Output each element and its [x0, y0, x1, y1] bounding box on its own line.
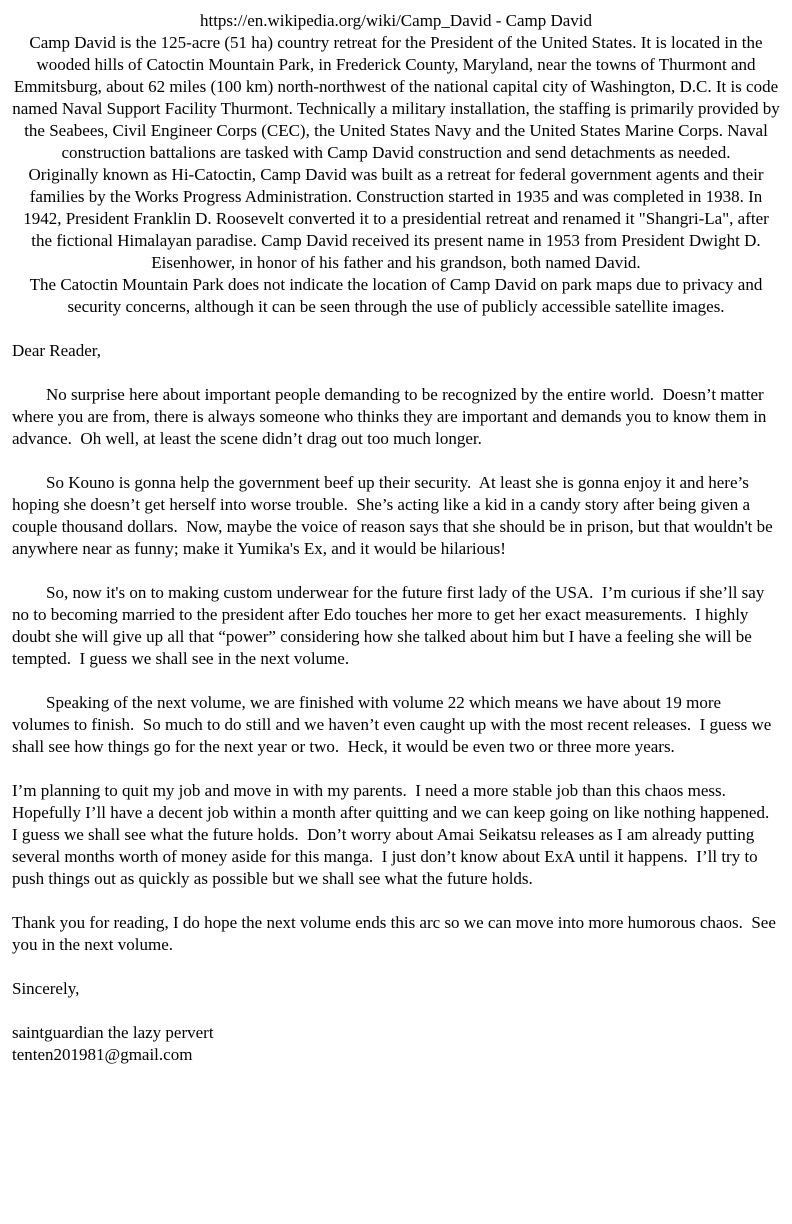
letter-paragraph-5: I’m planning to quit my job and move in with my parents. I need a more stable job than this chaos mess. Hopefully I’ll have a decent job within a month after quitting and we can keep going on like nothing happened. I guess we shall see what the future holds. Don’t worry about Amai Seikatsu releases as I am already putting several months worth of money aside for this manga. I just don’t know about ExA until it happens. I’ll try to push things out as quickly as possible but we shall see what the future holds. [12, 781, 778, 888]
letter-paragraph-2: So Kouno is gonna help the government beef up their security. At least she is gonna enjoy it and here’s hoping she doesn’t get herself into worse trouble. She’s acting like a kid in a candy story after being given a couple thousand dollars. Now, maybe the voice of reason says that she should be in prison, but that wouldn't be anywhere near as funny; make it Yumika's Ex, and it would be hilarious! [12, 473, 777, 558]
signature-name: saintguardian the lazy pervert [12, 1023, 214, 1042]
letter-paragraph-3: So, now it's on to making custom underwear for the future first lady of the USA. I’m curious if she’ll say no to becoming married to the president after Edo touches her more to get her exact measurements. I highly doubt she will give up all that “power” considering how she talked about him but I have a feeling she will be tempted. I guess we shall see in the next volume. [12, 583, 769, 668]
wikipedia-url-title-line: https://en.wikipedia.org/wiki/Camp_David - Camp David [199, 11, 593, 30]
letter-paragraph-4: Speaking of the next volume, we are finished with volume 22 which means we have about 19 more volumes to finish. So much to do still and we haven’t even caught up with the most recent releases. I guess we shall see how things go for the next year or two. Heck, it would be even two or three more years. [12, 693, 776, 756]
letter-greeting: Dear Reader, [12, 341, 101, 360]
wiki-paragraph-1: Camp David is the 125-acre (51 ha) country retreat for the President of the United States. It is located in the wooded hills of Catoctin Mountain Park, in Frederick County, Maryland, near the towns of Thurmont and Emmitsburg, about 62 miles (100 km) north-northwest of the national capital city of Washington, D.C. It is code named Naval Support Facility Thurmont. Technically a military installation, the staffing is primarily provided by the Seabees, Civil Engineer Corps (CEC), the United States Navy and the United States Marine Corps. Naval construction battalions are tasked with Camp David construction and send detachments as needed. [12, 33, 784, 162]
letter-paragraph-6: Thank you for reading, I do hope the next volume ends this arc so we can move into more humorous chaos. See you in the next volume. [12, 913, 781, 954]
letter-body [12, 340, 780, 1066]
signature-block [12, 1022, 780, 1066]
wiki-paragraph-2: Originally known as Hi-Catoctin, Camp David was built as a retreat for federal government agents and their families by the Works Progress Administration. Construction started in 1935 and was completed in 1938. In 1942, President Franklin D. Roosevelt converted it to a presidential retreat and renamed it "Shangri-La", after the fictional Himalayan paradise. Camp David received its present name in 1953 from President Dwight D. Eisenhower, in honor of his father and his grandson, both named David. [23, 165, 774, 272]
wiki-excerpt-block [12, 10, 784, 318]
letter-closing: Sincerely, [12, 979, 80, 998]
wiki-paragraph-3: The Catoctin Mountain Park does not indicate the location of Camp David on park maps due to privacy and security concerns, although it can be seen through the use of publicly accessible satellite images. [29, 275, 767, 316]
letter-paragraph-1: No surprise here about important people demanding to be recognized by the entire world. Doesn’t matter where you are from, there is always someone who thinks they are important and demands you to know them in advance. Oh well, at least the scene didn’t drag out too much longer. [12, 385, 771, 448]
signature-email: tenten201981@gmail.com [12, 1045, 193, 1064]
